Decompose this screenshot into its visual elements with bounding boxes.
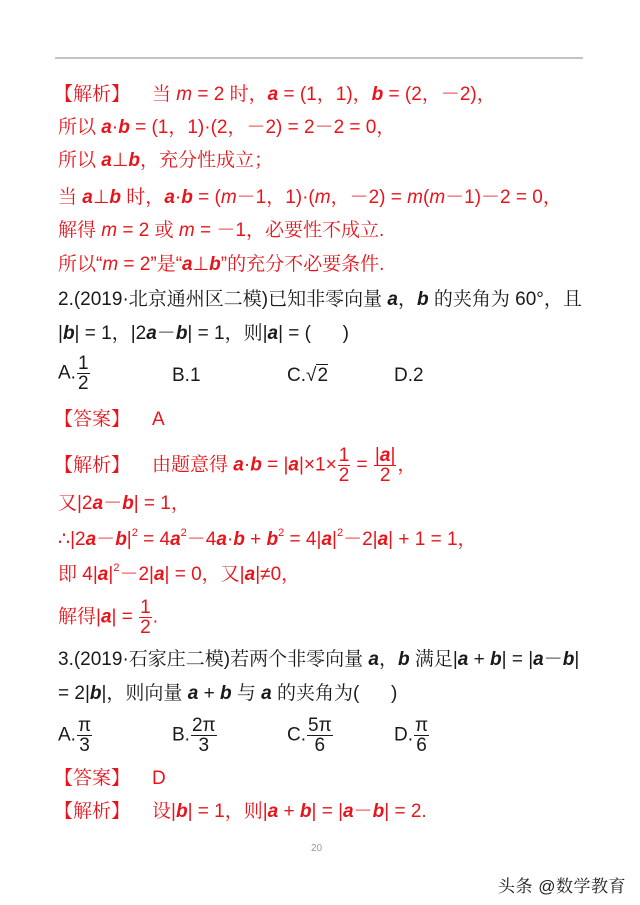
q3-answer-value: D: [152, 768, 166, 789]
header-rule: [55, 57, 583, 59]
q3-answer: [54, 767, 166, 791]
q2-analysis-line-3: $\therefore|2a-b|^2 = 4a^2-4a\cdot b + b^2 = 4|a|^2-2|a| + 1 = 1$，: [58, 527, 477, 550]
analysis-label: 【解析】: [54, 84, 131, 105]
q2-analysis-line-4: 即 $4|a|^2-2|a| = 0$，又|a|≠0，: [58, 562, 301, 585]
q2-analysis-line-2: 又|2a－b| = 1，: [58, 493, 190, 514]
q3-option-d: D. $\frac{\pi}{6}$: [394, 715, 429, 756]
q3-option-c: C. $\frac{5\pi}{6}$: [287, 715, 332, 756]
q1-analysis-line-2: 所以 a·b = (1，1)·(2，－2) = 2－2 = 0，: [58, 117, 396, 138]
q2-option-b: B.1: [172, 365, 201, 386]
q3-option-a: A. $\frac{\pi}{3}$: [58, 715, 92, 756]
q3-option-b: B. $\frac{2\pi}{3}$: [172, 715, 216, 756]
q2-analysis-line-1: 【解析】 由题意得 a·b = |a|×1× $\frac{1}{2}$ = $\frac{|a|}{2}$ ，: [54, 445, 417, 486]
q1-analysis-line-6: 所以“m = 2”是“a⊥b”的充分不必要条件.: [58, 254, 385, 275]
q2-answer: [54, 408, 165, 432]
q2-option-a: A. $\frac{1}{2}$: [58, 353, 89, 394]
q2-answer-value: A: [152, 409, 165, 430]
q2-stem-line-2: |b| = 1，|2a－b| = 1，则|a| = ( ): [58, 323, 350, 344]
page-number: 20: [311, 843, 323, 854]
q3-stem-line-1: 3.(2019·石家庄二模)若两个非零向量 a，b 满足|a + b| = |a－b|: [58, 649, 580, 670]
q2-option-d: D.2: [394, 365, 424, 386]
answer-label: 【答案】: [54, 768, 131, 789]
q2-analysis-line-5: 解得|a| = $\frac{1}{2}$ .: [58, 597, 158, 638]
q2-option-c: C.√2: [287, 365, 329, 386]
q1-analysis-line-4: 当 a⊥b 时，a·b = (m－1，1)·(m，－2) = m(m－1)－2 = 0，: [58, 187, 562, 208]
q3-analysis-line-1: 【解析】 设|b| = 1，则|a + b| = |a－b| = 2.: [54, 801, 427, 822]
q1-analysis-line-1: 【解析】 当 m = 2 时，a = (1，1)，b = (2，－2)，: [54, 84, 496, 105]
answer-label: 【答案】: [54, 409, 131, 430]
q1-analysis-line-5: 解得 m = 2 或 m = －1，必要性不成立.: [58, 220, 385, 241]
q3-stem-line-2: = 2|b|，则向量 a + b 与 a 的夹角为( ): [58, 683, 398, 704]
watermark: 头条 @数学教育: [498, 877, 626, 896]
analysis-label: 【解析】: [54, 454, 131, 476]
q1-analysis-line-3: 所以 a⊥b，充分性成立；: [58, 150, 274, 171]
q2-stem-line-1: 2.(2019·北京通州区二模)已知非零向量 a，b 的夹角为 60°，且: [58, 289, 582, 310]
analysis-label: 【解析】: [54, 801, 131, 822]
